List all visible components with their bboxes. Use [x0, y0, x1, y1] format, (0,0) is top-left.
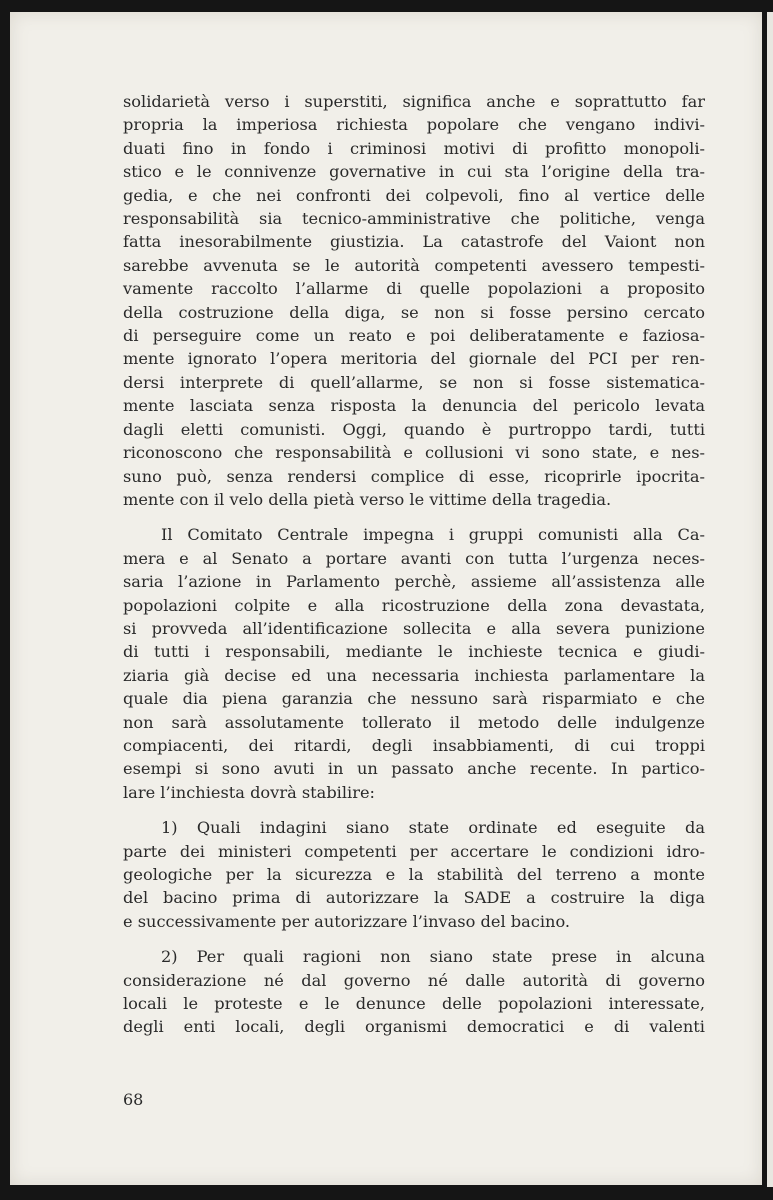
text-line: quale dia piena garanzia che nessuno sarà risparmiato e che: [123, 689, 705, 709]
text-line: lare l’inchiesta dovrà stabilire:: [123, 782, 375, 802]
text-line: degli enti locali, degli organismi democratici e di valenti: [123, 1017, 705, 1037]
text-line: locali le proteste e le denunce delle popolazioni interessate,: [123, 994, 705, 1014]
text-line: esempi si sono avuti in un passato anche recente. In partico-: [123, 759, 705, 779]
text-line: sarebbe avvenuta se le autorità competenti avessero tempesti-: [123, 255, 705, 275]
text-line: fatta inesorabilmente giustizia. La catastrofe del Vaiont non: [123, 232, 705, 252]
text-line: popolazioni colpite e alla ricostruzione della zona devastata,: [123, 595, 705, 615]
page-number: 68: [123, 1090, 144, 1109]
text-line: mente lasciata senza risposta la denuncia del pericolo levata: [123, 396, 705, 416]
text-line: gedia, e che nei confronti dei colpevoli, fino al vertice delle: [123, 185, 705, 205]
text-line: propria la imperiosa richiesta popolare che vengano indivi-: [123, 115, 705, 135]
text-line: 2) Per quali ragioni non siano state prese in alcuna: [161, 947, 705, 967]
text-line: mente ignorato l’opera meritoria del giornale del PCI per ren-: [123, 349, 705, 369]
text-line: stico e le connivenze governative in cui sta l’origine della tra-: [123, 162, 705, 182]
body-text: [123, 90, 705, 1051]
text-line: suno può, senza rendersi complice di esse, ricoprirle ipocrita-: [123, 466, 705, 486]
text-line: solidarietà verso i superstiti, significa anche e soprattutto far: [123, 92, 705, 111]
text-line: responsabilità sia tecnico-amministrative che politiche, venga: [123, 209, 705, 229]
text-line: di perseguire come un reato e poi deliberatamente e faziosa-: [123, 326, 705, 346]
text-line: mera e al Senato a portare avanti con tutta l’urgenza neces-: [123, 548, 705, 568]
paragraph-1: [123, 90, 705, 511]
text-line: considerazione né dal governo né dalle autorità di governo: [123, 970, 705, 990]
text-line: dersi interprete di quell’allarme, se non si fosse sistematica-: [123, 372, 705, 392]
text-line: Il Comitato Centrale impegna i gruppi comunisti alla Ca-: [161, 525, 705, 545]
text-line: geologiche per la sicurezza e la stabilità del terreno a monte: [123, 865, 705, 884]
text-line: mente con il velo della pietà verso le vittime della tragedia.: [123, 489, 612, 509]
paragraph-2: [123, 523, 705, 804]
text-line: saria l’azione in Parlamento perchè, assieme all’assistenza alle: [123, 572, 705, 592]
text-line: si provveda all’identificazione sollecita e alla severa punizione: [123, 618, 705, 638]
text-line: e successivamente per autorizzare l’invaso del bacino.: [123, 911, 571, 931]
text-line: parte dei ministeri competenti per accertare le condizioni idro-: [123, 841, 705, 861]
text-line: vamente raccolto l’allarme di quelle popolazioni a proposito: [123, 279, 705, 299]
next-page-edge: [767, 12, 773, 1187]
text-line: riconoscono che responsabilità e collusioni vi sono state, e nes-: [123, 443, 705, 463]
paragraph-point-2: [123, 945, 705, 1039]
paragraph-point-1: [123, 816, 705, 933]
text-line: dagli eletti comunisti. Oggi, quando è purtroppo tardi, tutti: [123, 419, 705, 439]
text-line: della costruzione della diga, se non si fosse persino cercato: [123, 302, 705, 322]
text-line: del bacino prima di autorizzare la SADE a costruire la diga: [123, 888, 705, 908]
text-line: compiacenti, dei ritardi, degli insabbiamenti, di cui troppi: [123, 735, 705, 755]
text-line: di tutti i responsabili, mediante le inchieste tecnica e giudi-: [123, 642, 705, 662]
text-line: non sarà assolutamente tollerato il metodo delle indulgenze: [123, 712, 705, 732]
text-line: 1) Quali indagini siano state ordinate ed eseguite da: [161, 818, 705, 838]
text-line: ziaria già decise ed una necessaria inchiesta parlamentare la: [123, 665, 705, 685]
text-line: duati fino in fondo i criminosi motivi di profitto monopoli-: [123, 138, 705, 158]
